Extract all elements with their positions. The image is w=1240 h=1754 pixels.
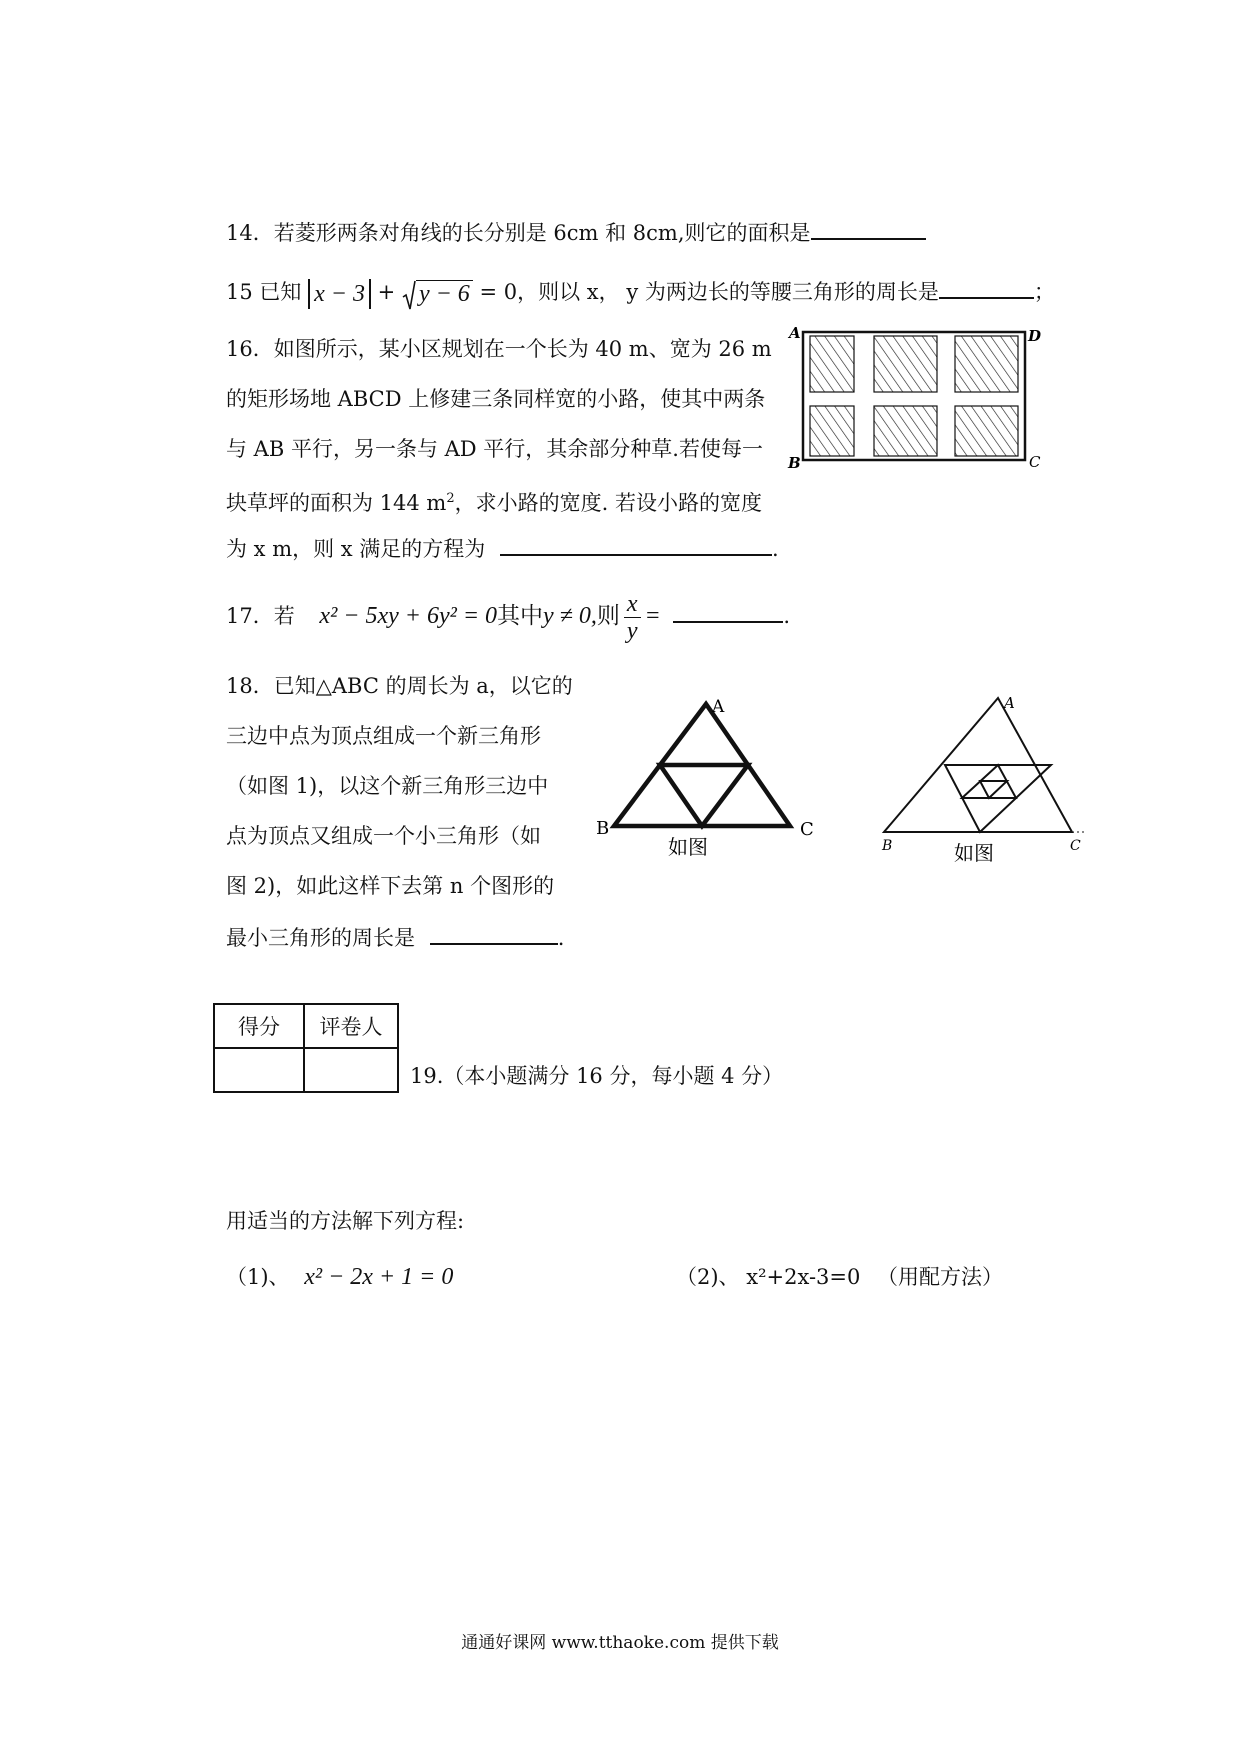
q18-fig2-caption: 如图 [954, 841, 994, 865]
q17-expression: x² − 5xy + 6y² = 0 [319, 603, 498, 629]
q19-part-2-note: （用配方法） [877, 1265, 1004, 1289]
sqrt-sign [402, 279, 416, 311]
q17-answer-blank [673, 601, 783, 623]
q16-line-3 [226, 436, 763, 462]
q16-label-d: D [1028, 327, 1042, 345]
q16-text-1: 16．如图所示，某小区规划在一个长为 40 m、宽为 26 m [226, 337, 772, 361]
q15-sqrt-expression: y − 6 [416, 280, 473, 307]
q18-fig1-caption: 如图 [668, 835, 708, 859]
page-footer: 通通好课网 www.tthaoke.com 提供下载 [461, 1633, 779, 1653]
q15-end: ； [1033, 280, 1055, 304]
grader-cell[interactable] [304, 1048, 398, 1092]
q16-label-a: A [789, 324, 801, 342]
q17-equals: = [644, 603, 661, 629]
q15-prefix: 15 已知 [226, 280, 302, 304]
q16-label-c: C [1029, 453, 1041, 471]
q16-end: . [772, 537, 779, 561]
q19-part-1-equation: x² − 2x + 1 = 0 [304, 1264, 454, 1290]
q15 [226, 274, 1055, 310]
q15-equals: = 0 [479, 280, 518, 304]
q16-line-2 [226, 386, 765, 412]
q19-part-2-label: （2)、 [676, 1265, 740, 1289]
q18-line-2 [226, 723, 541, 749]
q18-figure-2 [872, 690, 1102, 870]
q19-instruction [226, 1208, 464, 1234]
q16-text-5: 为 x m，则 x 满足的方程为 [226, 537, 486, 561]
q18-fig2-label-c: C [1070, 838, 1081, 854]
q16-text-2: 的矩形场地 ABCD 上修建三条同样宽的小路，使其中两条 [226, 387, 766, 411]
q18-line-1 [226, 673, 573, 699]
q18-fig2-label-b: B [882, 838, 893, 854]
q17-condition: y ≠ 0, [543, 603, 597, 629]
q19-part-2 [676, 1261, 1003, 1293]
q18-text-1: 18．已知△ABC 的周长为 a，以它的 [226, 674, 573, 698]
q19-part-1 [226, 1261, 453, 1293]
q18-end: . [557, 926, 565, 950]
q19-part-1-label: （1)、 [226, 1265, 290, 1289]
score-cell[interactable] [214, 1048, 304, 1092]
q16-label-b: B [788, 454, 801, 472]
q15-sqrt [402, 276, 473, 312]
q15-suffix: ，则以 x， y 为两边长的等腰三角形的周长是 [517, 280, 939, 304]
q16-line-1 [226, 336, 772, 362]
q15-plus: + [377, 280, 396, 304]
q17-denominator: y [626, 618, 638, 644]
q18-fig1-label-b: B [596, 818, 610, 839]
q16-answer-blank [500, 534, 772, 556]
score-header: 得分 [214, 1004, 304, 1048]
q18-text-5: 图 2)，如此这样下去第 n 个图形的 [226, 874, 555, 898]
q19-header [410, 1063, 783, 1089]
q17-numerator: x [624, 591, 641, 618]
q18-text-3: （如图 1)，以这个新三角形三边中 [226, 774, 549, 798]
q17-end: . [783, 604, 791, 628]
q18-text-2: 三边中点为顶点组成一个新三角形 [226, 724, 541, 748]
q16-line-5 [226, 534, 779, 562]
q19-header-text: 19.（本小题满分 16 分，每小题 4 分） [410, 1064, 784, 1088]
q16-rectangle-figure [785, 322, 1042, 472]
q15-answer-blank [939, 277, 1034, 299]
q17-fraction [624, 591, 641, 644]
q17-then: 则 [596, 603, 620, 629]
q18-fig1-label-a: A [712, 697, 725, 717]
q18-fig1-label-c: C [800, 819, 814, 840]
q17-mid: 其中 [497, 603, 544, 629]
q19-instruction-text: 用适当的方法解下列方程: [226, 1209, 465, 1233]
q18-line-5 [226, 873, 554, 899]
q14-text: 14．若菱形两条对角线的长分别是 6cm 和 8cm,则它的面积是 [226, 221, 811, 245]
score-table [213, 1003, 399, 1093]
q19-part-2-equation: x²+2x-3=0 [746, 1265, 861, 1289]
q18-line-4 [226, 823, 541, 849]
q18-text-4: 点为顶点又组成一个小三角形（如 [226, 824, 541, 848]
q16-text-4a: 块草坪的面积为 144 m [226, 491, 447, 515]
q17-prefix: 17．若 [226, 604, 295, 628]
q18-answer-blank [430, 923, 558, 945]
q14-answer-blank [811, 218, 926, 240]
q17 [226, 585, 790, 647]
q18-line-6 [226, 923, 564, 951]
q18-fig2-label-a: A [1004, 694, 1015, 712]
q18-text-6: 最小三角形的周长是 [226, 926, 415, 950]
q18-figure-1 [592, 694, 832, 864]
q16-line-4 [226, 486, 762, 516]
q18-line-3 [226, 773, 548, 799]
q16-superscript: 2 [446, 491, 455, 506]
q15-abs-expression: x − 3 [308, 279, 371, 309]
q14 [226, 218, 926, 246]
grader-header: 评卷人 [304, 1004, 398, 1048]
q16-text-4b: ，求小路的宽度. 若设小路的宽度 [454, 491, 762, 515]
q16-text-3: 与 AB 平行，另一条与 AD 平行，其余部分种草.若使每一 [226, 437, 763, 461]
